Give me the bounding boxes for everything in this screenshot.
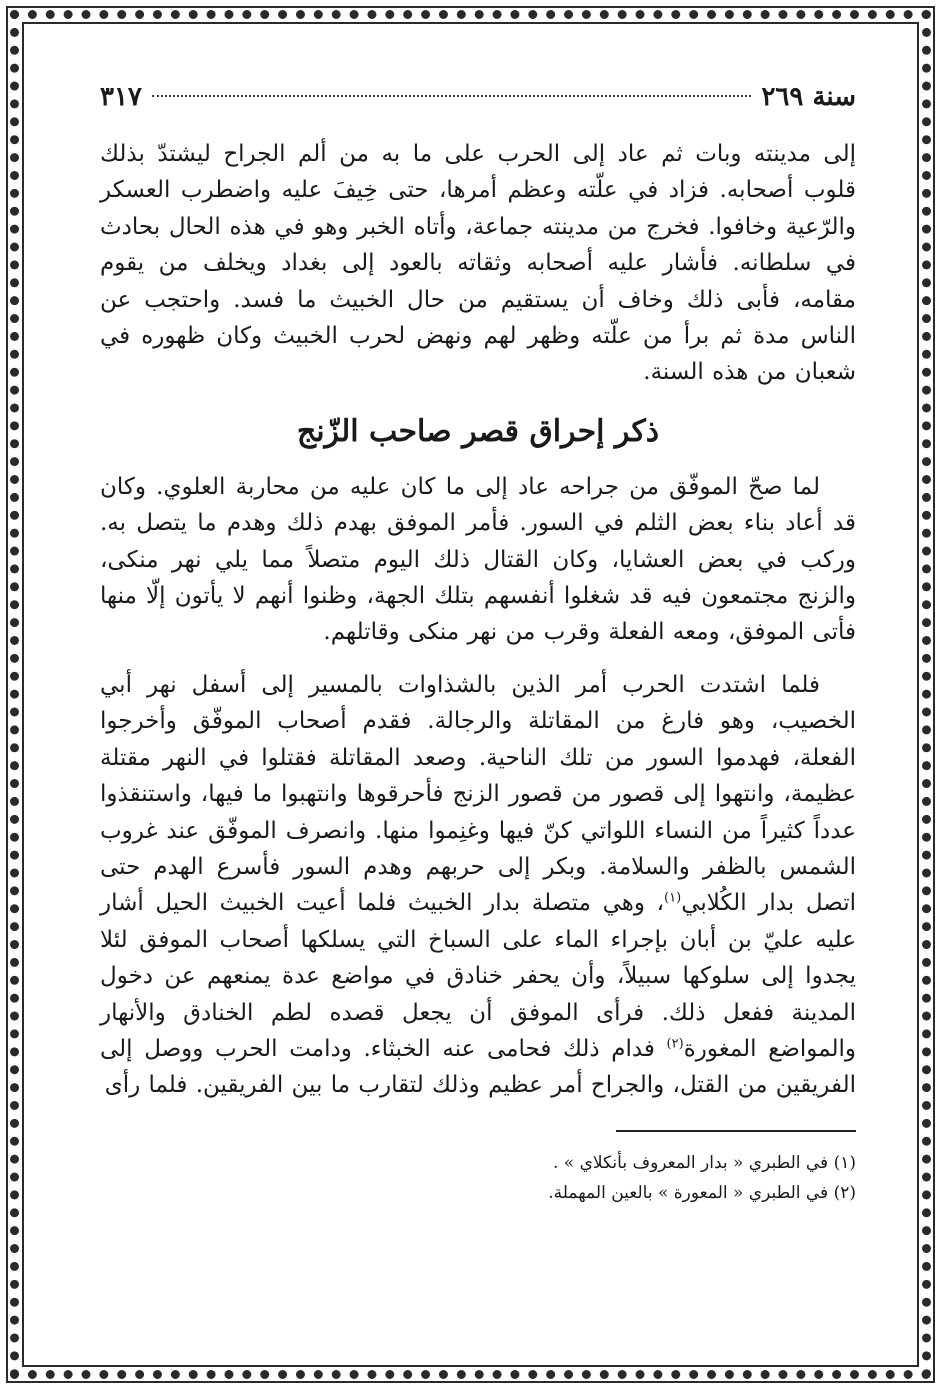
paragraph-2-part-3: فدام ذلك فحامى عنه الخبثاء. ودامت الحرب ووصل إلى الفريقين من القتل، والجراح أمر عظيم وذلك لتقارب ما بين الفريقين. فلما رأى bbox=[100, 1035, 856, 1099]
footnote-separator bbox=[616, 1130, 856, 1132]
page-number: ٣١٧ bbox=[100, 82, 142, 112]
footnote-ref-1: (١) bbox=[664, 890, 682, 906]
header-year: سنة ٢٦٩ bbox=[761, 82, 856, 112]
paragraph-2-part-1: فلما اشتدت الحرب أمر الذين بالشذاوات بالمسير إلى أسفل نهر أبي الخصيب، وهو فارغ من المقاتلة والرجالة. فقدم أصحاب الموفّق وأخرجوا الفعلة، فهدموا السور من تلك الناحية. وصعد المقاتلة فقتلوا في النهر مقتلة عظيمة، وانتهوا إلى قصور من قصور الزنج فأحرقوها وانتهبوا ما فيها، واستنقذوا عدداً كثيراً من النساء اللواتي كنّ فيها وغنِموا منها. وانصرف الموفّق عند غروب الشمس بالظفر والسلامة. وبكر إلى حربهم وهدم السور فأسرع الهدم حتى اتصل بدار الكُلابي bbox=[100, 671, 856, 917]
footnote-ref-2: (٢) bbox=[666, 1036, 684, 1052]
footnote-2: (٢) في الطبري « المعورة » بالعين المهملة. bbox=[548, 1182, 856, 1203]
paragraph-2-part-2: ، وهي متصلة بدار الخبيث فلما أعيت الخبيث الحيل أشار عليه عليّ بن أبان بإجراء الماء على السباخ التي يسلكها أصحاب الموفق لئلا يجدوا إلى سلوكها سبيلاً، وأن يحفر خنادق في مواضع عدة يمنعهم عن دخول المدينة ففعل ذلك. فرأى الموفق أن يجعل قصده لطم الخنادق والأنهار والمواضع المغورة bbox=[100, 890, 856, 1062]
header-dot-leader bbox=[152, 95, 752, 97]
paragraph-2 bbox=[100, 667, 856, 1104]
running-header bbox=[100, 82, 856, 126]
page-content bbox=[100, 82, 856, 1208]
intro-paragraph: إلى مدينته وبات ثم عاد إلى الحرب على ما به من ألم الجراح ليشتدّ بذلك قلوب أصحابه. فزاد في علّته وعظم أمرها، حتى خِيفَ عليه واضطرب العسكر والرّعية وخافوا. فخرج من مدينته جماعة، وأتاه الخبر وهو في هذه الحال بحادث في سلطانه. فأشار عليه أصحابه وثقاته بالعود إلى بغداد ويخلف من يقوم مقامه، فأبى ذلك وخاف أن يستقيم من حال الخبيث ما فسد. واحتجب عن الناس مدة ثم برأ من علّته وظهر لهم ونهض لحرب الخبيث وكان ظهوره في شعبان من هذه السنة. bbox=[100, 141, 856, 386]
footnote-1: (١) في الطبري « بدار المعروف بأنكلاي » . bbox=[552, 1152, 856, 1173]
section-title: ذكر إحراق قصر صاحب الزّنج bbox=[296, 413, 660, 449]
paragraph-1: لما صحّ الموفّق من جراحه عاد إلى ما كان عليه من محاربة العلوي. وكان قد أعاد بناء بعض الثلم في السور. فأمر الموفق بهدم ذلك وهدم ما يتصل به. وركب في بعض العشايا، وكان القتال ذلك اليوم متصلاً مما يلي نهر منكى، والزنج مجتمعون فيه قد شغلوا أنفسهم بتلك الجهة، وظنوا أنهم لا يأتون إلّا منها فأتى الموفق، ومعه الفعلة وقرب من نهر منكى وقاتلهم. bbox=[100, 473, 856, 646]
